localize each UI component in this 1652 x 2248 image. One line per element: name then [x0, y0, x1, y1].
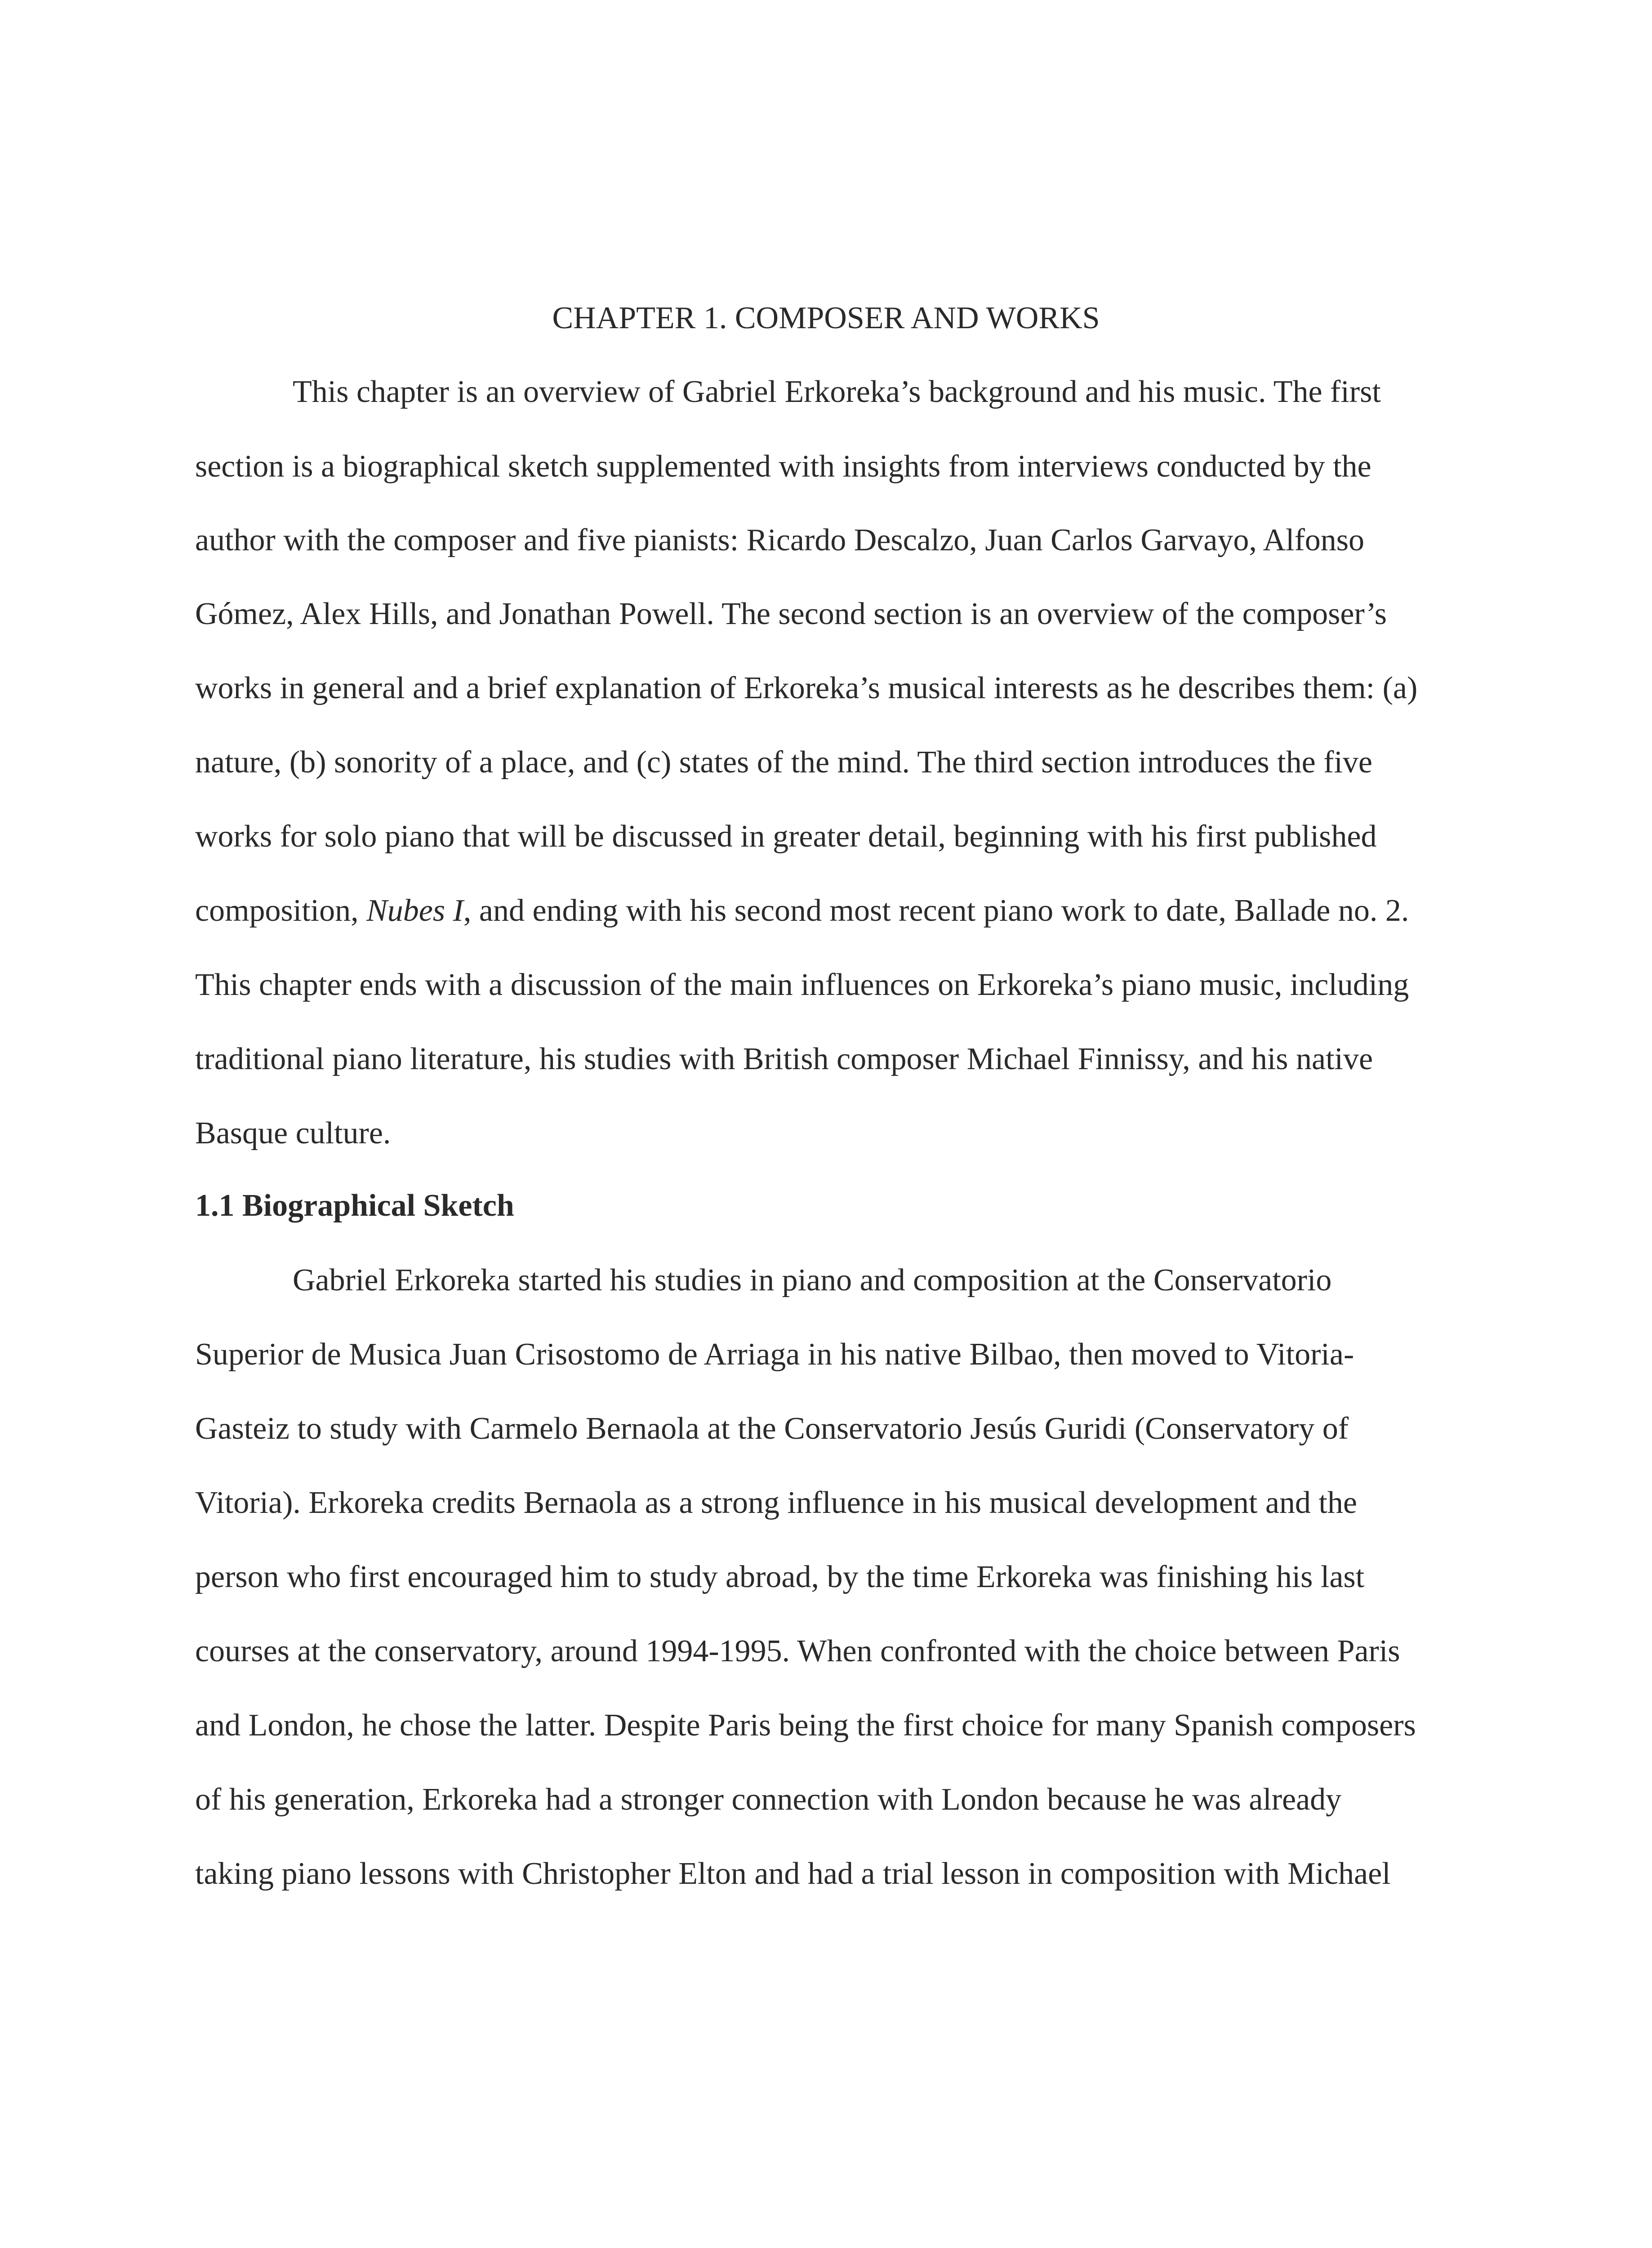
- text-line: section is a biographical sketch supplemented with insights from interviews conducted by the: [195, 449, 1371, 484]
- text-line: and London, he chose the latter. Despite Paris being the first choice for many Spanish composers: [195, 1708, 1416, 1743]
- text-line: of his generation, Erkoreka had a stronger connection with London because he was already: [195, 1782, 1342, 1817]
- text-run: , and ending with his second most recent piano work to date, Ballade no. 2.: [463, 893, 1409, 928]
- text-line: Basque culture.: [195, 1116, 391, 1151]
- text-line: author with the composer and five pianists: Ricardo Descalzo, Juan Carlos Garvayo, Alfonso: [195, 523, 1365, 558]
- text-line: courses at the conservatory, around 1994-1995. When confronted with the choice between Paris: [195, 1634, 1400, 1668]
- text-run: composition,: [195, 893, 367, 928]
- work-title: Nubes I: [366, 893, 463, 928]
- text-line: Gasteiz to study with Carmelo Bernaola at the Conservatorio Jesús Guridi (Conservatory of: [195, 1411, 1349, 1446]
- text-line: Gómez, Alex Hills, and Jonathan Powell. The second section is an overview of the composer’s: [195, 597, 1387, 631]
- text-line: Vitoria). Erkoreka credits Bernaola as a strong influence in his musical development and the: [195, 1485, 1357, 1520]
- text-line: This chapter is an overview of Gabriel Erkoreka’s background and his music. The first: [293, 375, 1381, 409]
- section-heading: 1.1 Biographical Sketch: [195, 1188, 514, 1223]
- text-line: Superior de Musica Juan Crisostomo de Arriaga in his native Bilbao, then moved to Vitoria-: [195, 1337, 1354, 1372]
- text-line: This chapter ends with a discussion of the main influences on Erkoreka’s piano music, including: [195, 968, 1409, 1002]
- text-line: [195, 889, 1454, 932]
- text-line: works in general and a brief explanation of Erkoreka’s musical interests as he describes them: (a): [195, 671, 1418, 705]
- chapter-title: CHAPTER 1. COMPOSER AND WORKS: [552, 301, 1100, 335]
- text-line: taking piano lessons with Christopher Elton and had a trial lesson in composition with Michael: [195, 1856, 1391, 1891]
- text-line: traditional piano literature, his studies with British composer Michael Finnissy, and his native: [195, 1042, 1373, 1076]
- text-line: person who first encouraged him to study abroad, by the time Erkoreka was finishing his last: [195, 1560, 1365, 1594]
- text-line: works for solo piano that will be discussed in greater detail, beginning with his first published: [195, 819, 1377, 854]
- text-line: nature, (b) sonority of a place, and (c) states of the mind. The third section introduces the five: [195, 745, 1372, 780]
- text-line: Gabriel Erkoreka started his studies in piano and composition at the Conservatorio: [293, 1263, 1332, 1298]
